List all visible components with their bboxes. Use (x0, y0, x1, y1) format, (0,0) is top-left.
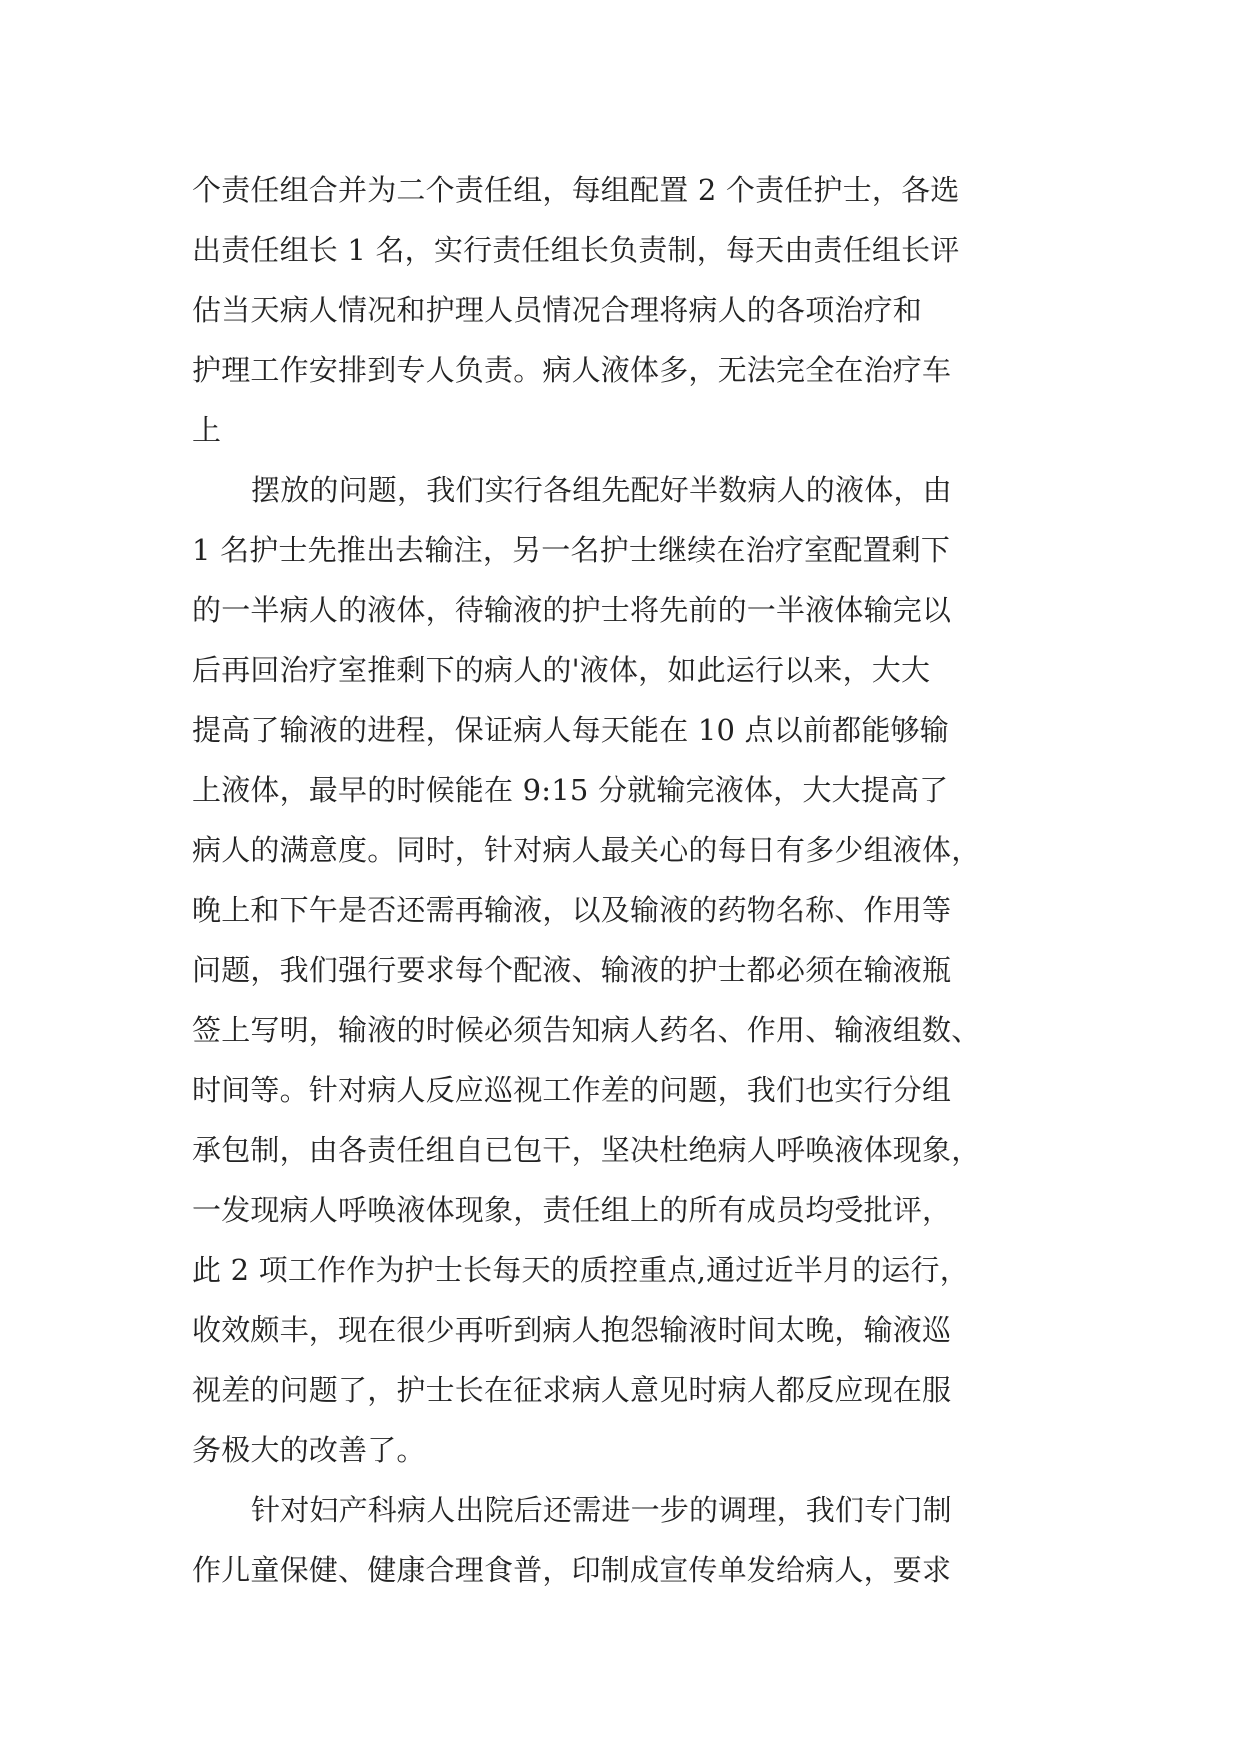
text-line: 后再回治疗室推剩下的病人的'液体，如此运行以来，大大 (192, 653, 931, 687)
text-line: 个责任组合并为二个责任组，每组配置 2 个责任护士，各选 (192, 173, 960, 207)
text-line: 收效颇丰，现在很少再听到病人抱怨输液时间太晚，输液巡 (192, 1313, 952, 1347)
text-line: 提高了输液的进程，保证病人每天能在 10 点以前都能够输 (192, 713, 949, 747)
text-line: 1 名护士先推出去输注，另一名护士继续在治疗室配置剩下 (192, 533, 951, 567)
text-line: 问题，我们强行要求每个配液、输液的护士都必须在输液瓶 (192, 953, 952, 987)
text-line: 病人的满意度。同时，针对病人最关心的每日有多少组液体， (192, 833, 981, 867)
text-line: 估当天病人情况和护理人员情况合理将病人的各项治疗和 (192, 293, 923, 327)
text-line: 上液体，最早的时候能在 9:15 分就输完液体，大大提高了 (192, 773, 949, 807)
text-line: 晚上和下午是否还需再输液，以及输液的药物名称、作用等 (192, 893, 952, 927)
text-line: 签上写明，输液的时候必须告知病人药名、作用、输液组数、 (192, 1013, 981, 1047)
document-body (192, 160, 1052, 1600)
text-line: 一发现病人呼唤液体现象，责任组上的所有成员均受批评， (192, 1193, 952, 1227)
text-line: 视差的问题了，护士长在征求病人意见时病人都反应现在服 (192, 1373, 952, 1407)
text-line: 此 2 项工作作为护士长每天的质控重点,通过近半月的运行， (192, 1253, 969, 1287)
text-line: 出责任组长 1 名，实行责任组长负责制，每天由责任组长评 (192, 233, 960, 267)
text-line: 作儿童保健、健康合理食普，印制成宣传单发给病人，要求 (192, 1553, 952, 1587)
text-line: 护理工作安排到专人负责。病人液体多，无法完全在治疗车 (192, 353, 952, 387)
paragraph-2 (192, 460, 1052, 1480)
text-line: 针对妇产科病人出院后还需进一步的调理，我们专门制 (251, 1493, 952, 1527)
paragraph-1 (192, 160, 1052, 460)
text-line: 摆放的问题，我们实行各组先配好半数病人的液体，由 (251, 473, 952, 507)
paragraph-3 (192, 1480, 1052, 1600)
text-line: 的一半病人的液体，待输液的护士将先前的一半液体输完以 (192, 593, 952, 627)
text-line: 务极大的改善了。 (192, 1433, 426, 1467)
text-line: 上 (192, 413, 222, 447)
text-line: 承包制，由各责任组自已包干，坚决杜绝病人呼唤液体现象， (192, 1133, 981, 1167)
text-line: 时间等。针对病人反应巡视工作差的问题，我们也实行分组 (192, 1073, 952, 1107)
